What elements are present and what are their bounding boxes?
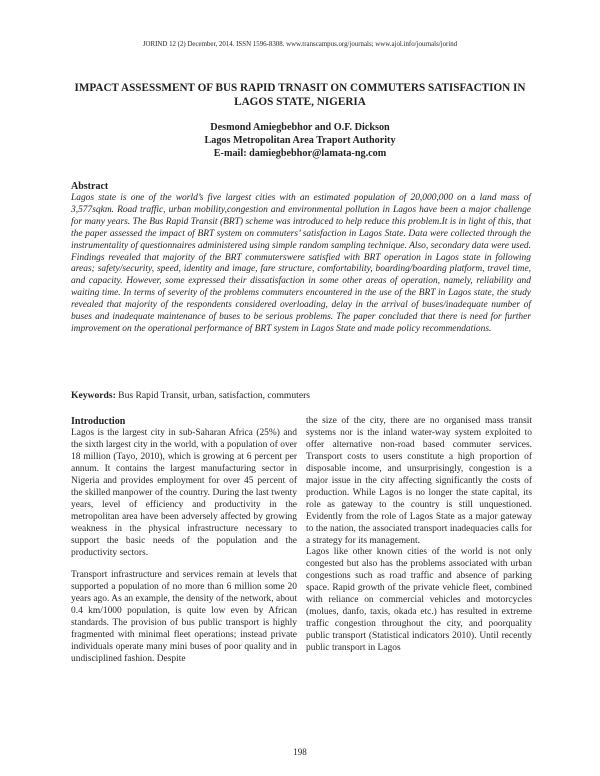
keywords-text: Bus Rapid Transit, urban, satisfaction, commuters	[115, 390, 311, 401]
author-block	[60, 121, 540, 160]
paper-title: IMPACT ASSESSMENT OF BUS RAPID TRNASIT ON COMMUTERS SATISFACTION IN LAGOS STATE, NIGERIA	[74, 82, 526, 108]
affiliation: Lagos Metropolitan Area Traport Authority	[204, 135, 396, 146]
intro-paragraph-4: Lagos like other known cities of the world is not only congested but also has the problems associated with urban congestions such as road traffic and absence of parking space. Rapid growth of the private vehicle fleet, combined with reliance on commercial vehicles and motorcycles (molues, danfo, taxis, okada etc.) has resulted in extreme traffic congestion throughout the city, and poorquality public transport (Statistical indicators 2010). Until recently public transport in Lagos	[306, 547, 532, 654]
keywords-label: Keywords:	[71, 390, 116, 401]
authors: Desmond Amiegbebhor and O.F. Dickson	[210, 122, 390, 133]
introduction-heading: Introduction	[71, 416, 126, 427]
journal-header: JORIND 12 (2) December, 2014. ISSN 1596-8308. www.transcampus.org/journals; www.ajol.info/journals/jorind	[142, 41, 458, 48]
email: E-mail: damiegbebhor@lamata-ng.com	[213, 148, 387, 159]
abstract-heading: Abstract	[71, 181, 109, 192]
intro-paragraph-2: Transport infrastructure and services remain at levels that supported a population of no more than 6 million some 20 years ago. As an example, the density of the network, about 0.4 km/1000 population, is quite low even by African standards. The provision of bus public transport is highly fragmented with minimal fleet operations; instead private individuals operate many mini buses of poor quality and in undisciplined fashion. Despite	[71, 570, 297, 665]
paragraph-gap	[71, 559, 297, 570]
abstract-body: Lagos state is one of the world’s five largest cities with an estimated population of 20,000,000 on a land mass of 3,577sqkm. Road traffic, urban mobility,congestion and environmental pollution in Lagos have been a major challenge for many years. The Bus Rapid Transit (BRT) scheme was introduced to help reduce this problem.It is in light of this, that the paper assessed the impact of BRT system on commuters’ satisfaction in Lagos State. Data were collected through the instrumentality of questionnaires administered using simple random sampling technique. Also, secondary data were used. Findings revealed that majority of the BRT commuterswere satisfied with BRT operation in Lagos state in following areas; safety/security, speed, identity and image, fare structure, comfortability, boarding/boarding platform, travel time, and capacity. However, some expressed their dissatisfaction in some other areas of operation, namely, reliability and waiting time. In terms of severity of the problems commuters encountered in the use of the BRT in Lagos state, the study revealed that majority of the respondents considered overloading, delay in the arrival of buses/inadequate number of buses and inadequate maintenance of buses to be serious problems. The paper concluded that there is need for further improvement on the operational performance of BRT system in Lagos State and made policy recommendations.	[71, 193, 531, 334]
left-column	[71, 416, 297, 666]
keywords	[71, 390, 531, 401]
intro-paragraph-1: Lagos is the largest city in sub-Saharan Africa (25%) and the sixth largest city in the world, with a population of over 18 million (Tayo, 2010), which is growing at 6 percent per annum. It contains the largest manufacturing sector in Nigeria and provides employment for over 45 percent of the skilled manpower of the country. During the last twenty years, level of efficiency and productivity in the metropolitan area have been adversely affected by growing weakness in the physical infrastructure necessary to support the basic needs of the population and the productivity sectors.	[71, 428, 297, 558]
page-number: 198	[293, 747, 307, 757]
intro-paragraph-3: the size of the city, there are no organised mass transit systems nor is the inland water-way system exploited to offer alternative non-road based commuter services. Transport costs to users constitute a high proportion of disposable income, and unsurprisingly, congestion is a major issue in the city affecting significantly the costs of production. While Lagos is no longer the state capital, its role as gateway to the country is still unquestioned. Evidently from the role of Lagos State as a major gateway to the nation, the associated transport inadequacies calls for a strategy for its management.	[306, 416, 532, 546]
right-column	[306, 416, 532, 655]
